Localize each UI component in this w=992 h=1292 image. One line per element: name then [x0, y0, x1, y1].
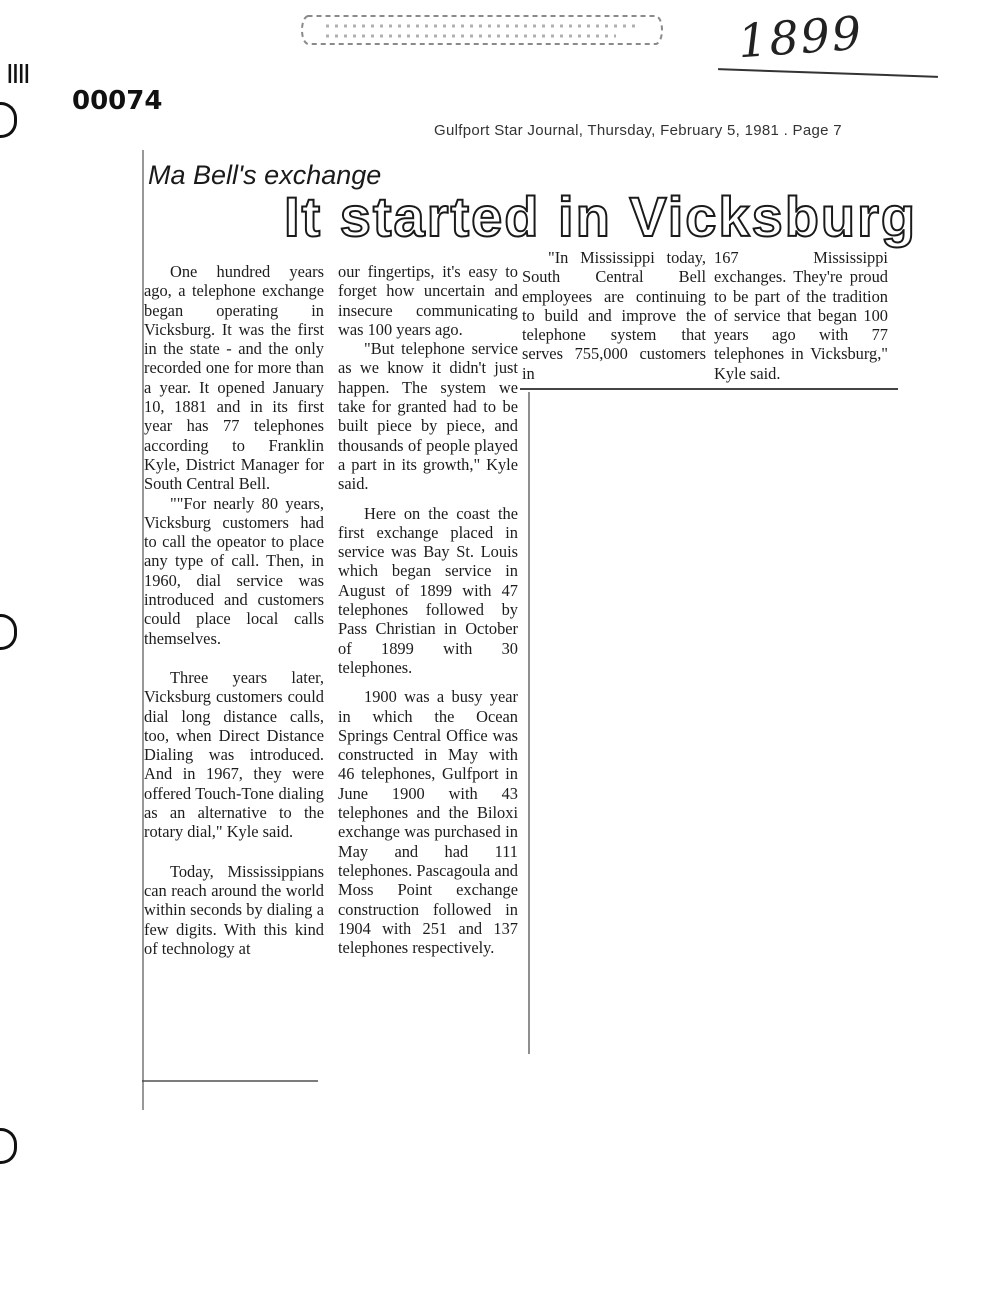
year-underline: [718, 68, 938, 78]
stamp-outline-icon: [296, 12, 668, 48]
paragraph: "But telephone service as we know it didn't just happen. The system we take for granted had to be built piece by piece, and thousands of people played a part in its growth," Kyle said.: [338, 339, 518, 494]
handwritten-year: 1899: [736, 5, 865, 69]
article-column-3: [522, 248, 706, 383]
document-number: 00074: [72, 86, 163, 116]
roman-mark: IIII: [6, 60, 29, 90]
paragraph: ""For nearly 80 years, Vicksburg customers had to call the opeator to place any type of call. Then, in 1960, dial service was introduced and customers could place local calls themselves.: [144, 493, 324, 648]
article-column-4: [714, 248, 888, 383]
kicker: Ma Bell's exchange: [148, 160, 382, 190]
article-column-1: [144, 262, 324, 958]
article-column-2: [338, 262, 518, 957]
paragraph: One hundred years ago, a telephone exchange began operating in Vicksburg. It was the first in the state - and the only recorded one for more than a year. It opened January 10, 1881 and in its first year has 77 telephones according to Franklin Kyle, District Manager for South Central Bell.: [144, 262, 324, 494]
paragraph: 167 Mississippi exchanges. They're proud to be part of the tradition of service that began 100 years ago with 77 telephones in Vicksburg," Kyle said.: [714, 248, 888, 383]
paragraph: 1900 was a busy year in which the Ocean Springs Central Office was constructed in May with 46 telephones, Gulfport in June 1900 with 43 telephones and the Biloxi exchange was purchased in May and had 111 telephones. Pascagoula and Moss Point exchange construction followed in 1904 with 251 and 137 telephones respectively.: [338, 687, 518, 958]
paragraph: "In Mississippi today, South Central Bell employees are continuing to build and improve the telephone system that serves 755,000 customers in: [522, 248, 706, 383]
clipping-bottom-edge: [142, 1080, 318, 1082]
punch-hole-icon: [0, 614, 17, 650]
column-end-rule: [520, 388, 898, 390]
headline: It started in Vicksburg: [284, 185, 918, 248]
paragraph: Three years later, Vicksburg customers could dial long distance calls, too, when Direct Distance Dialing was introduced. And in 1967, they were offered Touch-Tone dialing as an alternative to the rotary dial," Kyle said.: [144, 667, 324, 842]
archive-stamp: [296, 12, 668, 48]
column-divider: [528, 392, 530, 1054]
punch-hole-icon: [0, 102, 17, 138]
publication-line: Gulfport Star Journal, Thursday, February 5, 1981 . Page 7: [434, 122, 842, 139]
paragraph: Here on the coast the first exchange placed in service was Bay St. Louis which began service in August of 1899 with 47 telephones followed by Pass Christian in October of 1899 with 30 telephones.: [338, 503, 518, 677]
paragraph: Today, Mississippians can reach around the world within seconds by dialing a few digits. With this kind of technology at: [144, 861, 324, 958]
paragraph: our fingertips, it's easy to forget how uncertain and insecure communicating was 100 years ago.: [338, 262, 518, 339]
punch-hole-icon: [0, 1128, 17, 1164]
